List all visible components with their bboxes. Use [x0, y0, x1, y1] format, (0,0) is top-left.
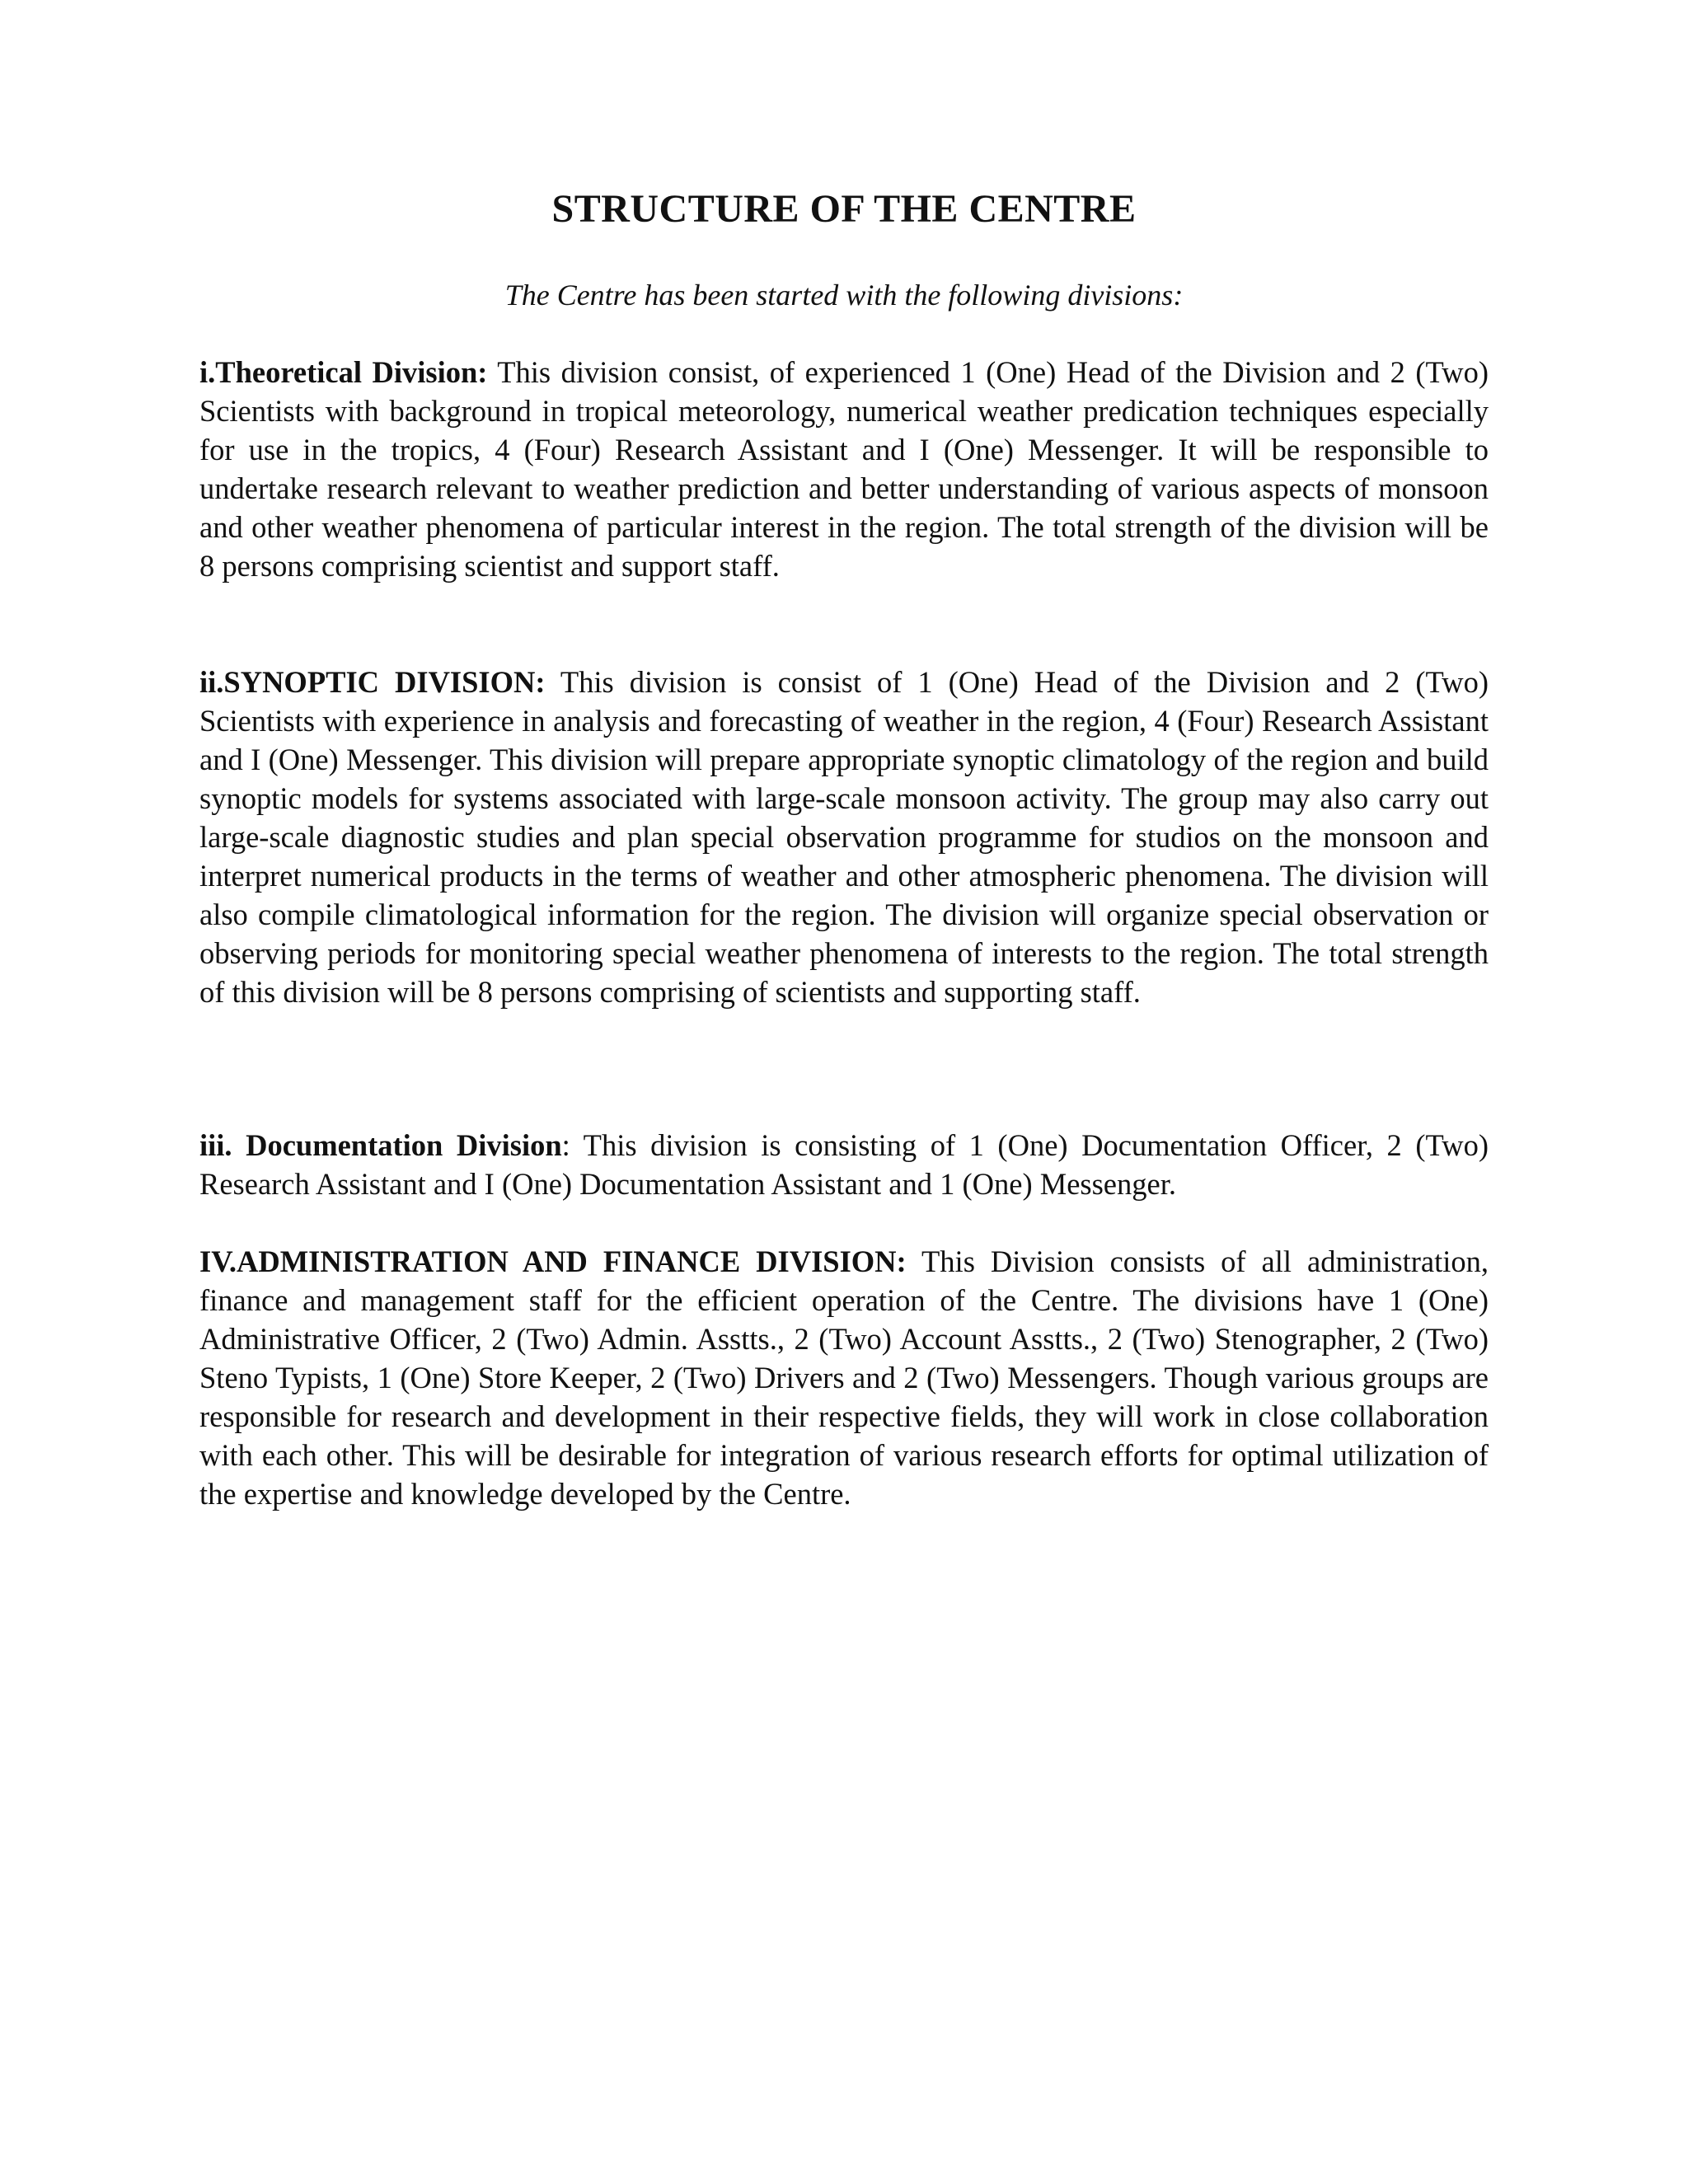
section-synoptic-division [199, 663, 1489, 1011]
section-heading: IV.ADMINISTRATION AND FINANCE DIVISION: [199, 1244, 907, 1278]
page-subtitle: The Centre has been started with the following divisions: [504, 279, 1184, 312]
section-documentation-division [199, 1126, 1489, 1203]
section-administration-finance-division [199, 1242, 1489, 1513]
section-theoretical-division [199, 353, 1489, 585]
page-title: STRUCTURE OF THE CENTRE [551, 187, 1137, 231]
section-heading: i.Theoretical Division: [199, 355, 488, 389]
section-text: : This division is consisting of 1 (One) Documentation Officer, 2 (Two) Research Assistant and I (One) Documentation Assistant and 1 (One) Messenger. [199, 1128, 1489, 1201]
section-heading: ii.SYNOPTIC DIVISION: [199, 665, 546, 699]
section-heading: iii. Documentation Division [199, 1128, 562, 1162]
section-text: This Division consists of all administration, finance and management staff for the efficient operation of the Centre. The divisions have 1 (One) Administrative Officer, 2 (Two) Admin. Asstts., 2 (Two) Account Asstts., 2 (Two) Stenographer, 2 (Two) Steno Typists, 1 (One) Store Keeper, 2 (Two) Drivers and 2 (Two) Messengers. Though various groups are responsible for research and development in their respective fields, they will work in close collaboration with each other. This will be desirable for integration of various research efforts for optimal utilization of the expertise and knowledge developed by the Centre. [199, 1244, 1489, 1511]
section-text: This division is consist of 1 (One) Head of the Division and 2 (Two) Scientists with experience in analysis and forecasting of weather in the region, 4 (Four) Research Assistant and I (One) Messenger. This division will prepare appropriate synoptic climatology of the region and build synoptic models for systems associated with large-scale monsoon activity. The group may also carry out large-scale diagnostic studies and plan special observation programme for studios on the monsoon and interpret numerical products in the terms of weather and other atmospheric phenomena. The division will also compile climatological information for the region. The division will organize special observation or observing periods for monitoring special weather phenomena of interests to the region. The total strength of this division will be 8 persons comprising of scientists and supporting staff. [199, 665, 1489, 1009]
section-text: This division consist, of experienced 1 (One) Head of the Division and 2 (Two) Scientists with background in tropical meteorology, numerical weather predication techniques especially for use in the tropics, 4 (Four) Research Assistant and I (One) Messenger. It will be responsible to undertake research relevant to weather prediction and better understanding of various aspects of monsoon and other weather phenomena of particular interest in the region. The total strength of the division will be 8 persons comprising scientist and support staff. [199, 355, 1489, 583]
